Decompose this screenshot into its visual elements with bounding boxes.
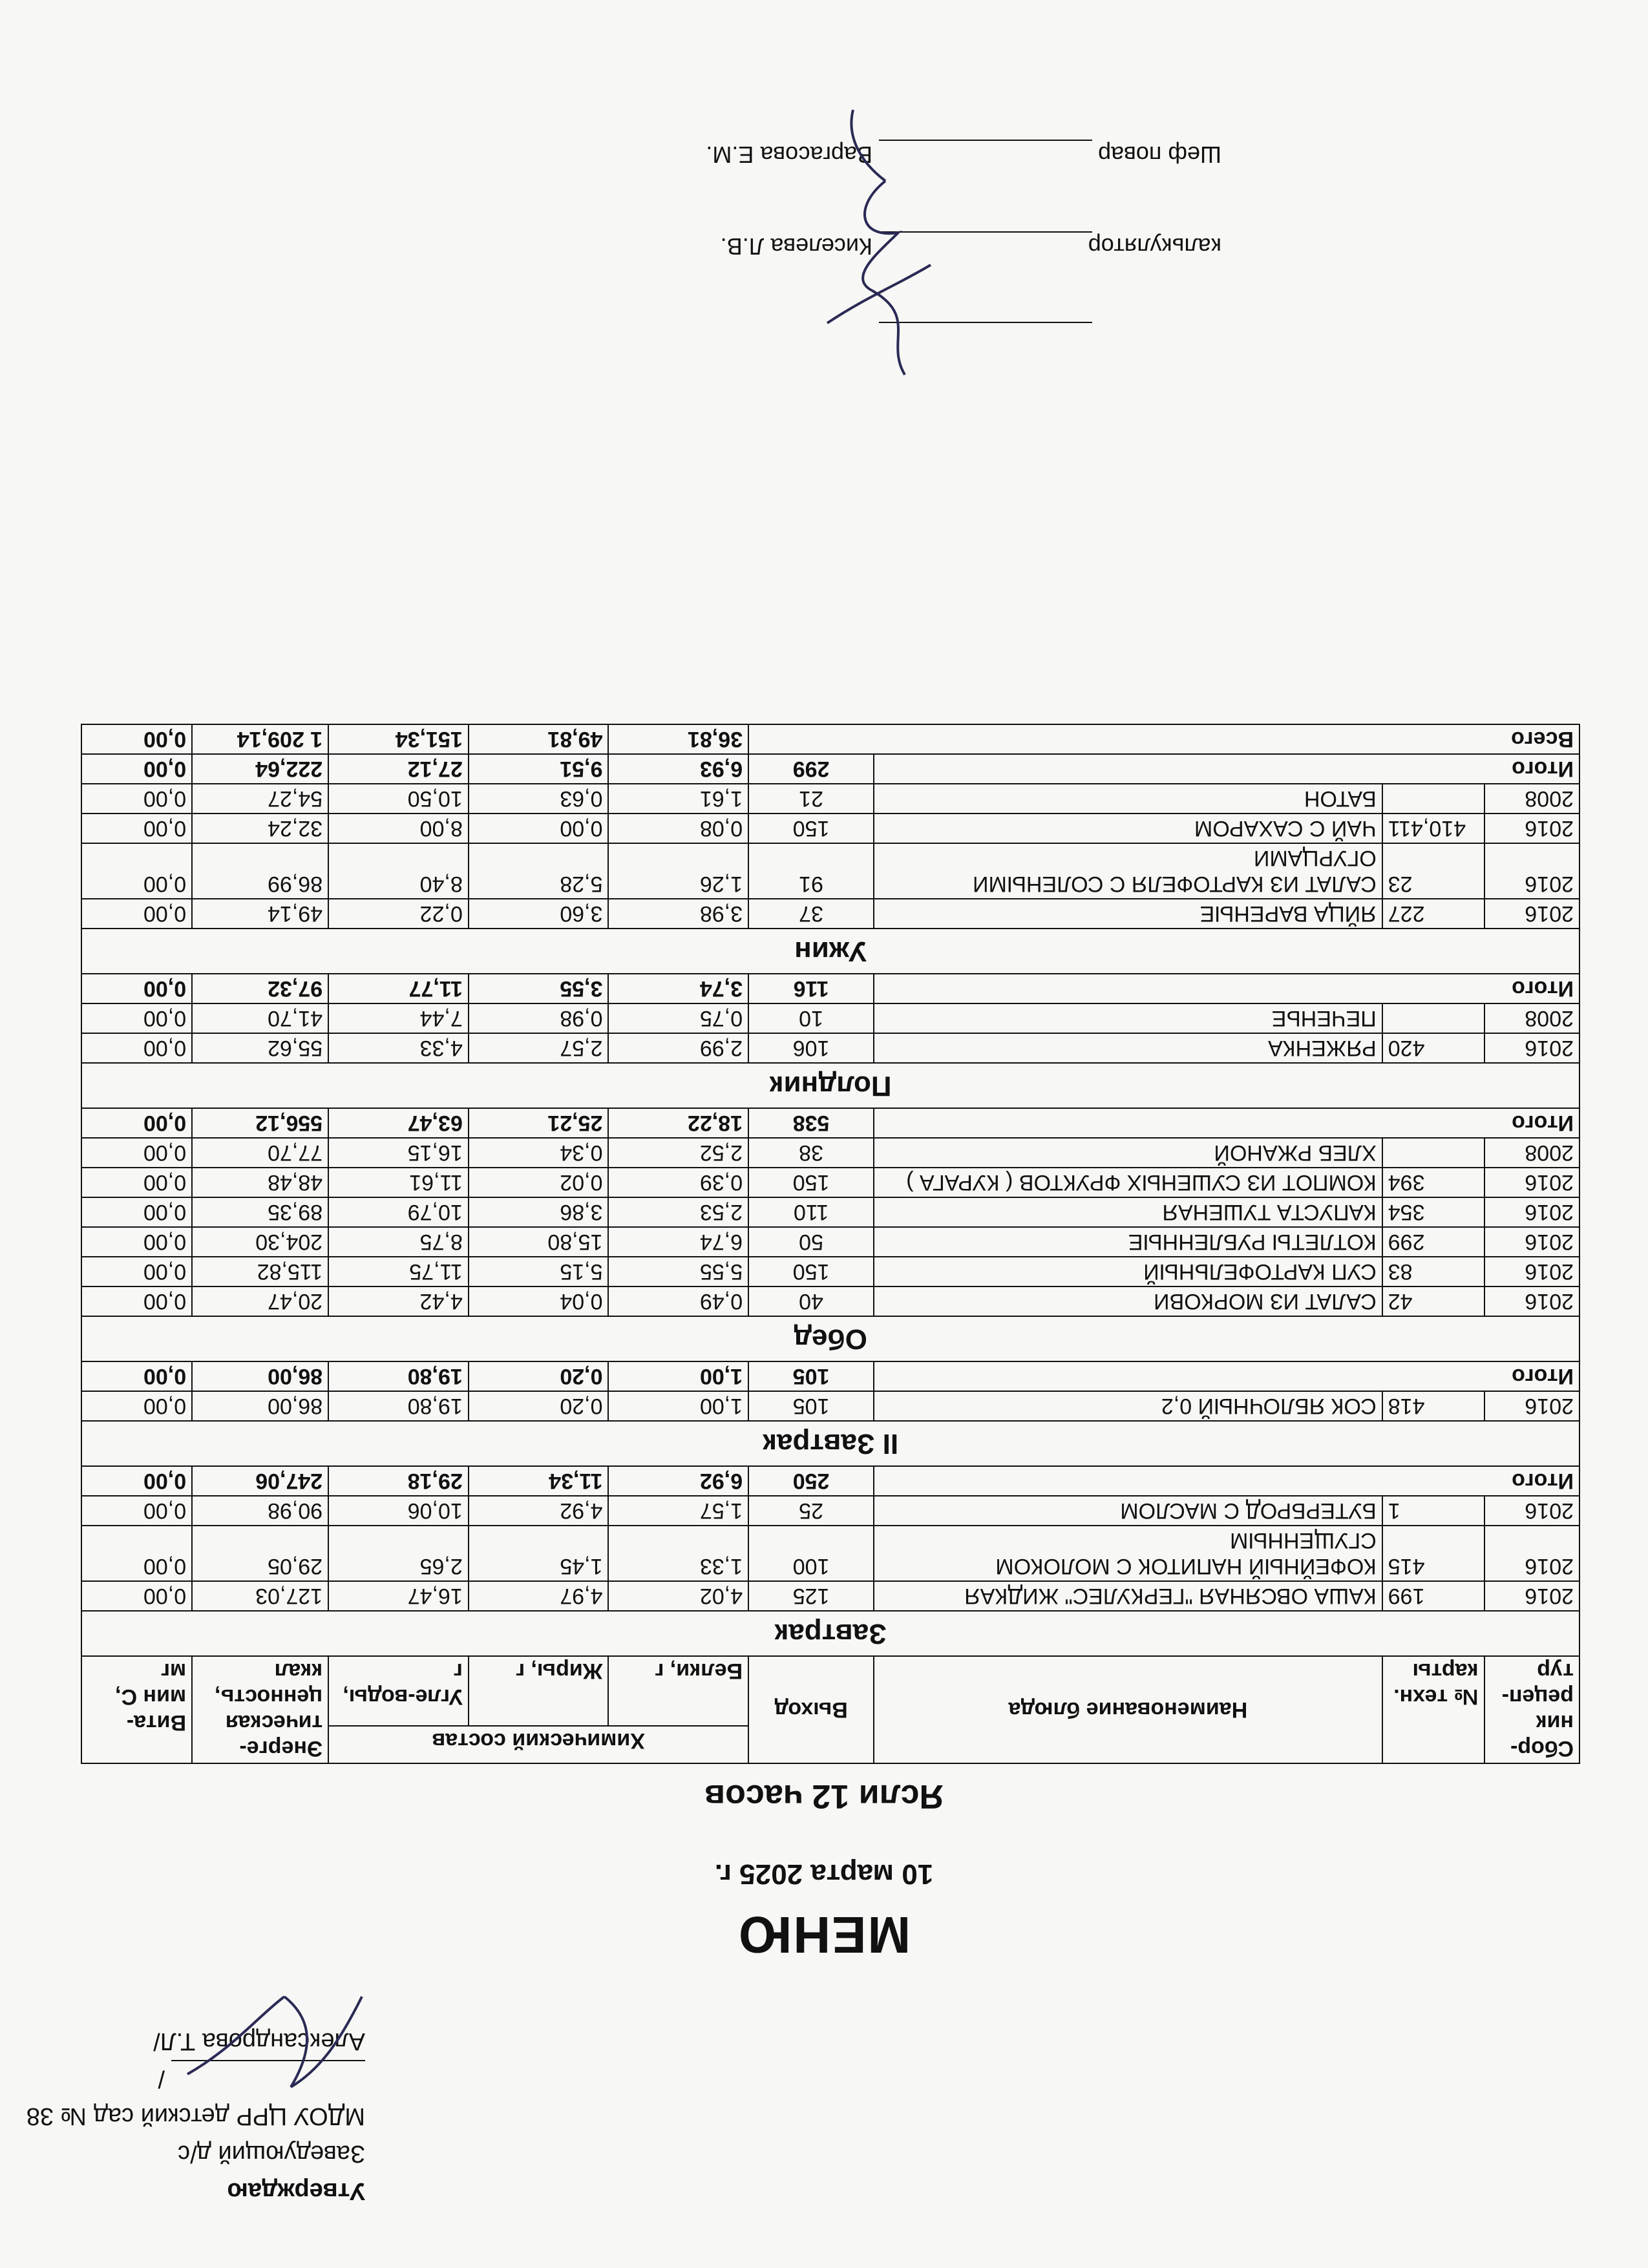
table-row (81, 1197, 1579, 1227)
fat-cell: 4,97 (469, 1581, 609, 1611)
grand-total-vitamin-cell: 0,00 (81, 724, 192, 754)
approval-line-1: Заведующий д/с (178, 2140, 365, 2167)
total-fat-cell: 11,34 (469, 1466, 609, 1496)
fat-cell: 0,63 (469, 784, 609, 814)
vitamin-cell: 0,00 (81, 1168, 192, 1197)
header-chem: Химический состав (328, 1726, 748, 1763)
energy-cell: 127,03 (192, 1581, 328, 1611)
vitamin-cell: 0,00 (81, 1138, 192, 1168)
total-energy-cell: 222,64 (192, 754, 328, 784)
grand-total-energy-cell: 1 209,14 (192, 724, 328, 754)
total-label-cell: Итого (874, 1108, 1579, 1138)
fat-cell: 3,86 (469, 1197, 609, 1227)
card-number-cell: 418 (1382, 1391, 1484, 1421)
fat-cell: 5,28 (469, 843, 609, 899)
dish-name-cell: ЧАЙ С САХАРОМ (874, 814, 1382, 843)
energy-cell: 20,47 (192, 1286, 328, 1316)
protein-cell: 1,00 (608, 1391, 748, 1421)
collection-year-cell: 2016 (1484, 814, 1579, 843)
energy-cell: 204,30 (192, 1227, 328, 1257)
card-number-cell: 410,411 (1382, 814, 1484, 843)
dish-name-cell: КАПУСТА ТУШЕНАЯ (874, 1197, 1382, 1227)
table-row (81, 1581, 1579, 1611)
output-cell: 150 (748, 814, 874, 843)
energy-cell: 48,48 (192, 1168, 328, 1197)
card-number-cell: 1 (1382, 1496, 1484, 1526)
vitamin-cell: 0,00 (81, 843, 192, 899)
section-total-row (81, 1361, 1579, 1391)
calc-role: калькулятор (1088, 233, 1221, 260)
output-cell: 125 (748, 1581, 874, 1611)
total-protein-cell: 6,92 (608, 1466, 748, 1496)
collection-year-cell: 2008 (1484, 1003, 1579, 1033)
section-header-row (81, 1316, 1579, 1361)
header-carbs: Угле-воды, г (328, 1656, 469, 1726)
total-protein-cell: 3,74 (608, 974, 748, 1003)
fat-cell: 0,04 (469, 1286, 609, 1316)
dish-name-cell: СОК ЯБЛОЧНЫЙ 0,2 (874, 1391, 1382, 1421)
collection-year-cell: 2016 (1484, 1581, 1579, 1611)
dish-name-cell: ЯЙЦА ВАРЕНЫЕ (874, 899, 1382, 929)
fat-cell: 2,57 (469, 1033, 609, 1063)
energy-cell: 89,35 (192, 1197, 328, 1227)
card-number-cell (1382, 1003, 1484, 1033)
energy-cell: 41,70 (192, 1003, 328, 1033)
section-total-row (81, 754, 1579, 784)
handwritten-signatures (788, 97, 956, 394)
vitamin-cell: 0,00 (81, 1581, 192, 1611)
table-row (81, 1496, 1579, 1526)
card-number-cell: 394 (1382, 1168, 1484, 1197)
section-title: Обед (81, 1316, 1579, 1361)
vitamin-cell: 0,00 (81, 1003, 192, 1033)
total-fat-cell: 0,20 (469, 1361, 609, 1391)
output-cell: 106 (748, 1033, 874, 1063)
vitamin-cell: 0,00 (81, 1391, 192, 1421)
collection-year-cell: 2016 (1484, 1257, 1579, 1286)
dish-name-cell: ХЛЕБ РЖАНОЙ (874, 1138, 1382, 1168)
protein-cell: 4,02 (608, 1581, 748, 1611)
grand-total-fat-cell: 49,81 (469, 724, 609, 754)
carbs-cell: 16,47 (328, 1581, 469, 1611)
vitamin-cell: 0,00 (81, 784, 192, 814)
table-row (81, 1168, 1579, 1197)
carbs-cell: 8,00 (328, 814, 469, 843)
total-output-cell: 299 (748, 754, 874, 784)
total-carbs-cell: 29,18 (328, 1466, 469, 1496)
total-vitamin-cell: 0,00 (81, 754, 192, 784)
vitamin-cell: 0,00 (81, 1526, 192, 1581)
dish-name-cell: РЯЖЕНКА (874, 1033, 1382, 1063)
protein-cell: 1,61 (608, 784, 748, 814)
header-fat: Жиры, г (469, 1656, 609, 1726)
carbs-cell: 16,15 (328, 1138, 469, 1168)
chef-name: Варгасова Е.М. (706, 142, 872, 168)
grand-total-protein-cell: 36,81 (608, 724, 748, 754)
total-output-cell: 250 (748, 1466, 874, 1496)
total-protein-cell: 6,93 (608, 754, 748, 784)
total-carbs-cell: 63,47 (328, 1108, 469, 1138)
section-total-row (81, 1108, 1579, 1138)
card-number-cell: 199 (1382, 1581, 1484, 1611)
protein-cell: 2,99 (608, 1033, 748, 1063)
energy-cell: 55,62 (192, 1033, 328, 1063)
table-row (81, 843, 1579, 899)
carbs-cell: 10,06 (328, 1496, 469, 1526)
table-row (81, 1003, 1579, 1033)
header-dish: Наименование блюда (874, 1656, 1382, 1763)
total-output-cell: 538 (748, 1108, 874, 1138)
collection-year-cell: 2016 (1484, 1286, 1579, 1316)
section-total-row (81, 974, 1579, 1003)
energy-cell: 49,14 (192, 899, 328, 929)
carbs-cell: 11,75 (328, 1257, 469, 1286)
dish-name-cell: КОФЕЙНЫЙ НАПИТОК С МОЛОКОМ СГУЩЕННЫМ (874, 1526, 1382, 1581)
total-carbs-cell: 27,12 (328, 754, 469, 784)
energy-cell: 54,27 (192, 784, 328, 814)
table-row (81, 1286, 1579, 1316)
collection-year-cell: 2008 (1484, 784, 1579, 814)
protein-cell: 1,26 (608, 843, 748, 899)
dish-name-cell: САЛАТ ИЗ КАРТОФЕЛЯ С СОЛЕНЫМИ ОГУРЦАМИ (874, 843, 1382, 899)
section-total-row (81, 1466, 1579, 1496)
header-output: Выход (748, 1656, 874, 1763)
header-protein: Белки, г (608, 1656, 748, 1726)
total-vitamin-cell: 0,00 (81, 1108, 192, 1138)
dish-name-cell: КОМПОТ ИЗ СУШЕНЫХ ФРУКТОВ ( КУРАГА ) (874, 1168, 1382, 1197)
menu-table (81, 724, 1580, 1764)
total-fat-cell: 9,51 (469, 754, 609, 784)
dish-name-cell: САЛАТ ИЗ МОРКОВИ (874, 1286, 1382, 1316)
table-row (81, 1391, 1579, 1421)
output-cell: 110 (748, 1197, 874, 1227)
protein-cell: 3,98 (608, 899, 748, 929)
card-number-cell (1382, 784, 1484, 814)
total-fat-cell: 3,55 (469, 974, 609, 1003)
carbs-cell: 4,33 (328, 1033, 469, 1063)
table-row (81, 784, 1579, 814)
energy-cell: 115,82 (192, 1257, 328, 1286)
total-label-cell: Итого (874, 1466, 1579, 1496)
director-signature (168, 1984, 381, 2094)
energy-cell: 86,99 (192, 843, 328, 899)
collection-year-cell: 2016 (1484, 1496, 1579, 1526)
carbs-cell: 0,22 (328, 899, 469, 929)
total-energy-cell: 247,06 (192, 1466, 328, 1496)
protein-cell: 0,08 (608, 814, 748, 843)
vitamin-cell: 0,00 (81, 1286, 192, 1316)
section-title: Ужин (81, 929, 1579, 974)
total-energy-cell: 556,12 (192, 1108, 328, 1138)
table-row (81, 1138, 1579, 1168)
dish-name-cell: КОТЛЕТЫ РУБЛЕННЫЕ (874, 1227, 1382, 1257)
dish-name-cell: КАША ОВСЯНАЯ "ГЕРКУЛЕС" ЖИДКАЯ (874, 1581, 1382, 1611)
protein-cell: 1,33 (608, 1526, 748, 1581)
carbs-cell: 10,50 (328, 784, 469, 814)
card-number-cell: 299 (1382, 1227, 1484, 1257)
table-row (81, 899, 1579, 929)
protein-cell: 2,53 (608, 1197, 748, 1227)
total-vitamin-cell: 0,00 (81, 974, 192, 1003)
card-number-cell: 420 (1382, 1033, 1484, 1063)
dish-name-cell: ПЕЧЕНЬЕ (874, 1003, 1382, 1033)
collection-year-cell: 2016 (1484, 1033, 1579, 1063)
section-header-row (81, 1421, 1579, 1466)
collection-year-cell: 2016 (1484, 1391, 1579, 1421)
total-label-cell: Итого (874, 974, 1579, 1003)
section-header-row (81, 1611, 1579, 1656)
fat-cell: 3,60 (469, 899, 609, 929)
total-output-cell: 116 (748, 974, 874, 1003)
fat-cell: 0,02 (469, 1168, 609, 1197)
header-card-no: № техн. карты (1382, 1656, 1484, 1763)
grand-total-label-cell: Всего (748, 724, 1579, 754)
protein-cell: 2,52 (608, 1138, 748, 1168)
energy-cell: 90,98 (192, 1496, 328, 1526)
table-row (81, 1033, 1579, 1063)
output-cell: 50 (748, 1227, 874, 1257)
protein-cell: 1,57 (608, 1496, 748, 1526)
total-energy-cell: 97,32 (192, 974, 328, 1003)
vitamin-cell: 0,00 (81, 1227, 192, 1257)
fat-cell: 15,80 (469, 1227, 609, 1257)
output-cell: 100 (748, 1526, 874, 1581)
approval-line-3: /Александрова Т.Л/ (153, 2028, 365, 2092)
table-row (81, 1257, 1579, 1286)
total-label-cell: Итого (874, 754, 1579, 784)
total-vitamin-cell: 0,00 (81, 1466, 192, 1496)
fat-cell: 0,00 (469, 814, 609, 843)
carbs-cell: 11,61 (328, 1168, 469, 1197)
collection-year-cell: 2008 (1484, 1138, 1579, 1168)
page-title: МЕНЮ (737, 1906, 911, 1964)
fat-cell: 5,15 (469, 1257, 609, 1286)
section-header-row (81, 929, 1579, 974)
grand-total-row (81, 724, 1579, 754)
grand-total-carbs-cell: 151,34 (328, 724, 469, 754)
card-number-cell: 83 (1382, 1257, 1484, 1286)
output-cell: 105 (748, 1391, 874, 1421)
fat-cell: 0,34 (469, 1138, 609, 1168)
carbs-cell: 8,75 (328, 1227, 469, 1257)
section-header-row (81, 1063, 1579, 1108)
output-cell: 21 (748, 784, 874, 814)
total-energy-cell: 86,00 (192, 1361, 328, 1391)
table-row (81, 1526, 1579, 1581)
collection-year-cell: 2016 (1484, 899, 1579, 929)
card-number-cell: 354 (1382, 1197, 1484, 1227)
energy-cell: 29,05 (192, 1526, 328, 1581)
dish-name-cell: БУТЕРБРОД С МАСЛОМ (874, 1496, 1382, 1526)
vitamin-cell: 0,00 (81, 814, 192, 843)
vitamin-cell: 0,00 (81, 1197, 192, 1227)
protein-cell: 0,49 (608, 1286, 748, 1316)
output-cell: 40 (748, 1286, 874, 1316)
carbs-cell: 7,44 (328, 1003, 469, 1033)
approval-line-2: МДОУ ЦРР детский сад № 38 (26, 2103, 365, 2130)
carbs-cell: 8,40 (328, 843, 469, 899)
output-cell: 10 (748, 1003, 874, 1033)
protein-cell: 6,74 (608, 1227, 748, 1257)
output-cell: 37 (748, 899, 874, 929)
protein-cell: 5,55 (608, 1257, 748, 1286)
dish-name-cell: СУП КАРТОФЕЛЬНЫЙ (874, 1257, 1382, 1286)
total-fat-cell: 25,21 (469, 1108, 609, 1138)
menu-group: Ясли 12 часов (704, 1778, 944, 1815)
output-cell: 38 (748, 1138, 874, 1168)
total-vitamin-cell: 0,00 (81, 1361, 192, 1391)
carbs-cell: 19,80 (328, 1391, 469, 1421)
fat-cell: 0,20 (469, 1391, 609, 1421)
carbs-cell: 10,79 (328, 1197, 469, 1227)
menu-date: 10 марта 2025 г. (714, 1858, 934, 1890)
table-row (81, 1227, 1579, 1257)
section-title: II Завтрак (81, 1421, 1579, 1466)
total-label-cell: Итого (874, 1361, 1579, 1391)
energy-cell: 86,00 (192, 1391, 328, 1421)
protein-cell: 0,75 (608, 1003, 748, 1033)
header-collection: Сбор-ник рецеп-тур (1484, 1656, 1579, 1763)
header-energy: Энерге-тическая ценность, ккал (192, 1656, 328, 1763)
carbs-cell: 2,65 (328, 1526, 469, 1581)
output-cell: 150 (748, 1168, 874, 1197)
total-output-cell: 105 (748, 1361, 874, 1391)
collection-year-cell: 2016 (1484, 1227, 1579, 1257)
energy-cell: 77,70 (192, 1138, 328, 1168)
output-cell: 25 (748, 1496, 874, 1526)
vitamin-cell: 0,00 (81, 1496, 192, 1526)
vitamin-cell: 0,00 (81, 1033, 192, 1063)
chef-role: Шеф повар (1098, 142, 1221, 168)
collection-year-cell: 2016 (1484, 1526, 1579, 1581)
menu-body (81, 724, 1579, 1656)
protein-cell: 0,39 (608, 1168, 748, 1197)
card-number-cell: 415 (1382, 1526, 1484, 1581)
collection-year-cell: 2016 (1484, 1168, 1579, 1197)
fat-cell: 0,98 (469, 1003, 609, 1033)
section-title: Полдник (81, 1063, 1579, 1108)
calc-name: Киселева Л.В. (720, 233, 872, 260)
collection-year-cell: 2016 (1484, 843, 1579, 899)
carbs-cell: 4,42 (328, 1286, 469, 1316)
total-carbs-cell: 19,80 (328, 1361, 469, 1391)
section-title: Завтрак (81, 1611, 1579, 1656)
collection-year-cell: 2016 (1484, 1197, 1579, 1227)
vitamin-cell: 0,00 (81, 1257, 192, 1286)
output-cell: 150 (748, 1257, 874, 1286)
card-number-cell: 23 (1382, 843, 1484, 899)
dish-name-cell: БАТОН (874, 784, 1382, 814)
total-protein-cell: 1,00 (608, 1361, 748, 1391)
total-carbs-cell: 11,77 (328, 974, 469, 1003)
total-protein-cell: 18,22 (608, 1108, 748, 1138)
fat-cell: 1,45 (469, 1526, 609, 1581)
table-row (81, 814, 1579, 843)
header-vitamin: Вита-мин С, мг (81, 1656, 192, 1763)
fat-cell: 4,92 (469, 1496, 609, 1526)
vitamin-cell: 0,00 (81, 899, 192, 929)
energy-cell: 32,24 (192, 814, 328, 843)
card-number-cell (1382, 1138, 1484, 1168)
output-cell: 91 (748, 843, 874, 899)
card-number-cell: 42 (1382, 1286, 1484, 1316)
approval-heading: Утверждаю (227, 2178, 365, 2205)
card-number-cell: 227 (1382, 899, 1484, 929)
